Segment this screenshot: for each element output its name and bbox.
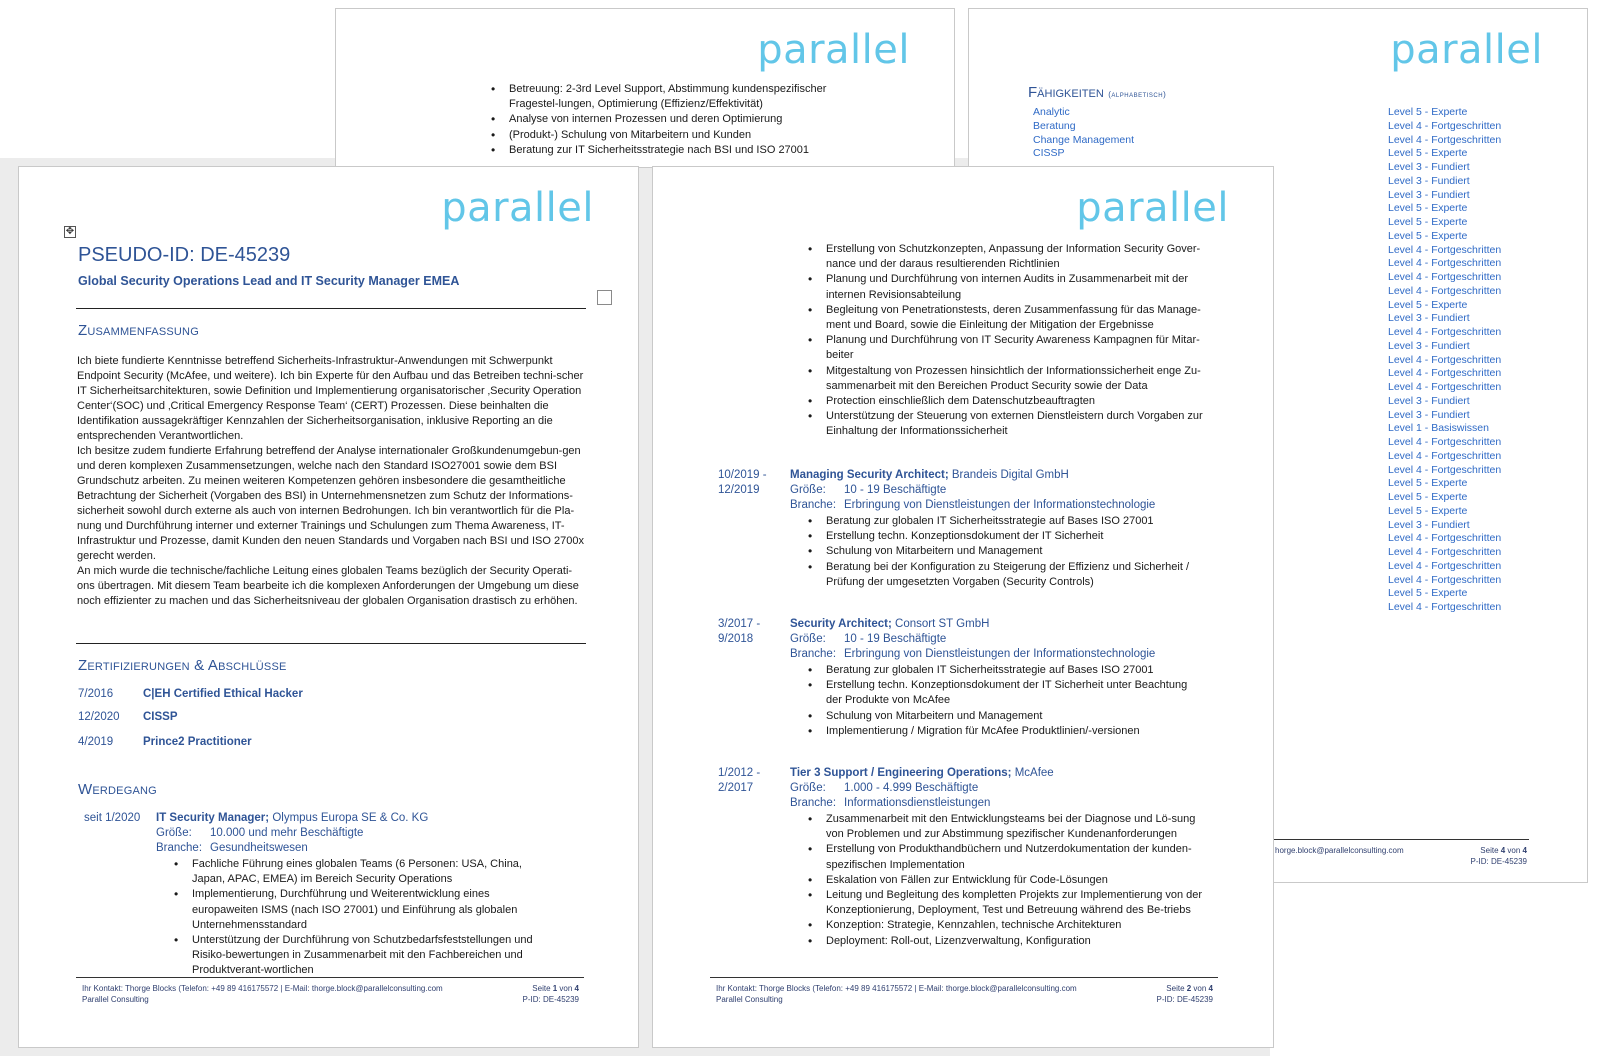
divider: [76, 643, 586, 644]
skill-level: Level 3 - Fundiert: [1388, 312, 1470, 325]
list-item: • Eskalation von Fällen zur Entwicklung für Code-Lösungen: [806, 873, 1206, 888]
skill-level: Level 4 - Fortgeschritten: [1388, 133, 1502, 146]
skill-level: Level 5 - Experte: [1388, 229, 1468, 242]
job-company: Olympus Europa SE & Co. KG: [269, 812, 429, 824]
pseudo-id-heading: PSEUDO-ID: DE-45239: [78, 244, 291, 266]
list-item: • Erstellung von Schutzkonzepten, Anpassung der Information Security Gover-nance und der daraus resultierenden Richtlinien: [806, 242, 1206, 272]
parallel-logo: parallel: [757, 27, 910, 73]
career-heading: Werdegang: [78, 781, 157, 798]
parallel-logo: parallel: [441, 185, 594, 231]
footer-page-info: Seite 1 von 4 P-ID: DE-45239: [507, 983, 579, 1005]
skill-level: Level 3 - Fundiert: [1388, 518, 1470, 531]
skill-level: Level 4 - Fortgeschritten: [1388, 271, 1502, 283]
cert-date: 7/2016: [78, 688, 114, 700]
skill-level: Level 4 - Fortgeschritten: [1388, 284, 1502, 297]
cert-row: [78, 711, 178, 723]
job-header: Security Architect; Consort ST GmbH Größe: 10 - 19 Beschäftigte Branche: Erbringung von Dienstleistungen der Informationstechnologie: [790, 618, 1156, 660]
list-item: • Schulung von Mitarbeitern und Management: [806, 709, 1206, 724]
list-item: • Betreuung: 2-3rd Level Support, Abstimmung kundenspezifischer Fragestel-lungen, Optimierung (Effizienz/Effektivität): [489, 82, 874, 112]
table-move-handle-icon[interactable]: ✥: [65, 226, 75, 237]
page3-bullet-list: [489, 82, 874, 158]
footer-rule: [76, 977, 584, 978]
list-item: • Beratung zur IT Sicherheitsstrategie nach BSI und ISO 27001: [489, 143, 874, 158]
list-item: • Protection einschließlich dem Datenschutzbeauftragten: [806, 394, 1206, 409]
list-item: • Fachliche Führung eines globalen Teams (6 Personen: USA, China, Japan, APAC, EMEA) im Bereich Security Operations: [172, 857, 557, 887]
skill-level: Level 5 - Experte: [1388, 587, 1468, 600]
job-role: Security Architect;: [790, 618, 892, 630]
skill-level: Level 4 - Fortgeschritten: [1388, 546, 1502, 558]
skill-level: Level 4 - Fortgeschritten: [1388, 463, 1502, 476]
cert-name: Prince2 Practitioner: [143, 736, 252, 748]
document-page-3[interactable]: [335, 8, 955, 168]
skill-level-list: [1388, 106, 1501, 615]
skills-heading: [1028, 84, 1166, 102]
skill-level: Level 4 - Fortgeschritten: [1388, 532, 1502, 545]
job-bullet-list: [806, 514, 1206, 590]
job-company: Consort ST GmbH: [891, 618, 990, 630]
list-item: • Implementierung, Durchführung und Weiterentwicklung eines europaweiten ISMS (nach ISO 27001) und Einführung als globalen Unternehmensstandard: [172, 887, 557, 933]
job-branch: Erbringung von Dienstleistungen der Informationstechnologie: [844, 499, 1156, 511]
summary-text: [77, 354, 587, 609]
list-item: • Analyse von internen Prozessen und deren Optimierung: [489, 112, 874, 127]
job-size: 10 - 19 Beschäftigte: [844, 484, 947, 496]
job-bullet-list: [806, 663, 1206, 739]
summary-heading: Zusammenfassung: [78, 322, 199, 339]
job-period: 10/2019 - 12/2019: [718, 469, 767, 496]
top-bullet-list: [806, 242, 1206, 440]
job-size: 10.000 und mehr Beschäftigte: [210, 827, 364, 839]
job-period: seit 1/2020: [84, 812, 141, 824]
skill-level: Level 4 - Fortgeschritten: [1388, 573, 1502, 586]
footer-contact: Ihr Kontakt: Thorge Blocks (Telefon: +49 89 416175572 | E-Mail: thorge.block@parallelconsulting.com Parallel Consulting: [82, 984, 443, 1004]
footer-page-info: Seite 2 von 4 P-ID: DE-45239: [1141, 983, 1213, 1005]
job-size: 1.000 - 4.999 Beschäftigte: [844, 782, 979, 794]
job-role: Tier 3 Support / Engineering Operations;: [790, 767, 1012, 779]
footer-rule: [710, 977, 1218, 978]
skill-level: Level 3 - Fundiert: [1388, 339, 1470, 352]
skill-level: Level 3 - Fundiert: [1388, 161, 1470, 173]
job-branch: Gesundheitswesen: [210, 842, 308, 854]
job-period: 1/2012 - 2/2017: [718, 767, 761, 794]
skill-level: Level 3 - Fundiert: [1388, 408, 1470, 421]
skill-level: Level 5 - Experte: [1388, 491, 1468, 503]
skill-level: Level 4 - Fortgeschritten: [1388, 449, 1502, 462]
list-item: • Unterstützung der Steuerung von externen Dienstleistern durch Vorgaben zur Einhaltung der Informationssicherheit: [806, 409, 1206, 439]
cert-date: 12/2020: [78, 711, 120, 723]
job-role: Managing Security Architect;: [790, 469, 949, 481]
skill-level: Level 5 - Experte: [1388, 216, 1468, 228]
job-role: IT Security Manager;: [156, 812, 270, 824]
skill-level: Level 5 - Experte: [1388, 202, 1468, 215]
skill-item: Change Management: [1033, 133, 1134, 146]
job-bullet-list: [806, 812, 1206, 949]
skill-item: Analytic: [1033, 106, 1070, 118]
skill-level: Level 5 - Experte: [1388, 298, 1468, 311]
skill-level: Level 4 - Fortgeschritten: [1388, 119, 1502, 132]
skill-item: Beratung: [1033, 119, 1076, 132]
divider: [76, 308, 586, 309]
skill-level: Level 5 - Experte: [1388, 106, 1468, 118]
document-page-2[interactable]: [652, 166, 1274, 1048]
list-item: • (Produkt-) Schulung von Mitarbeitern und Kunden: [489, 128, 874, 143]
job-header: Tier 3 Support / Engineering Operations; McAfee Größe: 1.000 - 4.999 Beschäftigte Branche: Informationsdienstleistungen: [790, 767, 1054, 809]
footer-pid: P-ID: DE-45239: [522, 995, 579, 1004]
list-item: • Planung und Durchführung von internen Audits in Zusammenarbeit mit der internen Revisionsabteilung: [806, 272, 1206, 302]
skill-level: Level 4 - Fortgeschritten: [1388, 436, 1502, 448]
list-item: • Implementierung / Migration für McAfee Produktlinien/-versionen: [806, 724, 1206, 739]
job-branch: Erbringung von Dienstleistungen der Informationstechnologie: [844, 648, 1156, 660]
parallel-logo: parallel: [1390, 27, 1543, 73]
footer-company: Parallel Consulting: [716, 995, 783, 1004]
list-item: • Leitung und Begleitung des kompletten Projekts zur Implementierung von der Konzeptionierung, Deployment, Test und Betreuung während des Be-triebs: [806, 888, 1206, 918]
job-bullet-list: [172, 857, 557, 979]
list-item: • Konzeption: Strategie, Kennzahlen, technische Architekturen: [806, 918, 1206, 933]
skill-level: Level 1 - Basiswissen: [1388, 422, 1489, 435]
footer-pid: P-ID: DE-45239: [1470, 857, 1527, 866]
job-branch: Informationsdienstleistungen: [844, 797, 991, 809]
cert-row: [78, 736, 252, 748]
skill-level: Level 4 - Fortgeschritten: [1388, 559, 1502, 572]
table-resize-handle-icon[interactable]: [597, 290, 612, 305]
skill-level: Level 4 - Fortgeschritten: [1388, 353, 1502, 366]
skill-level: Level 4 - Fortgeschritten: [1388, 601, 1502, 613]
list-item: • Beratung zur globalen IT Sicherheitsstrategie auf Bases ISO 27001: [806, 663, 1206, 678]
skill-level: Level 4 - Fortgeschritten: [1388, 243, 1502, 256]
skill-level: Level 3 - Fundiert: [1388, 174, 1470, 187]
parallel-logo: parallel: [1076, 185, 1229, 231]
job-company: McAfee: [1011, 767, 1054, 779]
footer-company: Parallel Consulting: [82, 995, 149, 1004]
summary-paragraph: Ich besitze zudem fundierte Erfahrung betreffend der Analyse internationaler Großkundenumgebun-gen und deren komplexen Zusammensetzungen, welche nach den Standard ISO27001 sowie dem BSI Grundschutz arbeiten. Zu meinen weiteren Kompetenzen gehören insbesondere die gesamtheitliche Betrachtung der Sicherheit (Vorgaben des BSI) in Unternehmensnetzen zum Schutz der Informations-sicherheit sowohl durch externe als auch von internen Bedrohungen. Ich bin verantwortlich für die Pla-nung und Durchführung interner und externer Trainings und Schulungen zum Thema Awareness, IT-Infrastruktur und Prozesse, damit Kunden den neuen Standards und Vorgaben nach BSI und ISO 2700x gerecht werden.: [77, 445, 584, 562]
cert-date: 4/2019: [78, 736, 114, 748]
list-item: • Zusammenarbeit mit den Entwicklungsteams bei der Diagnose und Lö-sung von Problemen und zur Abstimmung spezifischer Kundenanforderungen: [806, 812, 1206, 842]
skills-heading-sub: (alphabetisch): [1108, 90, 1167, 99]
list-item: • Mitgestaltung von Prozessen hinsichtlich der Informationssicherheit enge Zu-sammenarbeit mit den Bereichen Product Security sowie der Data: [806, 364, 1206, 394]
skill-level: Level 3 - Fundiert: [1388, 394, 1470, 407]
footer-pid: P-ID: DE-45239: [1156, 995, 1213, 1004]
skill-level: Level 5 - Experte: [1388, 477, 1468, 490]
list-item: • Begleitung von Penetrationstests, deren Zusammenfassung für das Manage-ment und Board, sowie die Einleitung der Mitigation der Ergebnisse: [806, 303, 1206, 333]
cert-row: [78, 688, 303, 700]
footer-contact: horge.block@parallelconsulting.com: [1275, 846, 1404, 855]
certifications-heading: Zertifizierungen & Abschlüsse: [78, 657, 287, 674]
skills-heading-main: Fähigkeiten: [1028, 84, 1104, 101]
skill-level: Level 4 - Fortgeschritten: [1388, 381, 1502, 393]
skill-level: Level 5 - Experte: [1388, 504, 1468, 517]
skill-level: Level 4 - Fortgeschritten: [1388, 257, 1502, 270]
job-period: 3/2017 - 9/2018: [718, 618, 761, 645]
skill-level: Level 5 - Experte: [1388, 147, 1468, 160]
list-item: • Erstellung techn. Konzeptionsdokument der IT Sicherheit unter Beachtung der Produkte von McAfee: [806, 678, 1206, 708]
list-item: • Unterstützung der Durchführung von Schutzbedarfsfeststellungen und Risiko-bewertungen in Zusammenarbeit mit den Fachbereichen und Produktverant-wortlichen: [172, 933, 557, 979]
cert-name: CISSP: [143, 711, 178, 723]
skill-level: Level 4 - Fortgeschritten: [1388, 326, 1502, 338]
job-company: Brandeis Digital GmbH: [948, 469, 1069, 481]
summary-paragraph: An mich wurde die technische/fachliche Leitung eines globalen Teams bezüglich der Security Operati-ons übertragen. Mit diesem Team bearbeite ich die komplexen Anforderungen der Umgebung um diese noch effizienter zu machen und das Sicherheitsniveau der globalen Organisation drastisch zu erhöhen.: [77, 565, 579, 607]
job-title-subheading: Global Security Operations Lead and IT Security Manager EMEA: [78, 274, 460, 288]
skill-item: CISSP: [1033, 147, 1065, 160]
job-header: Managing Security Architect; Brandeis Digital GmbH Größe: 10 - 19 Beschäftigte Branche: Erbringung von Dienstleistungen der Informationstechnologie: [790, 469, 1156, 511]
footer-page-info: Seite 4 von 4 P-ID: DE-45239: [1457, 845, 1527, 867]
summary-paragraph: Ich biete fundierte Kenntnisse betreffend Sicherheits-Infrastruktur-Anwendungen mit Schwerpunkt Endpoint Security (McAfee, und weitere). Ich bin Experte für den Aufbau und das Betreiben techni-scher IT Sicherheitsarchitekturen, sowie Definition und Implementierung organisatorischer ‚Security Operation Center‘(SOC) und ‚Critical Emergency Response Team‘ (CERT) Prozessen. Diese beinhalten die Identifikation aussagekräftiger Kennzahlen der Sicherheitsorganisation, inklusive Reporting an die entsprechenden Verantwortlichen.: [77, 355, 584, 442]
list-item: • Beratung zur globalen IT Sicherheitsstrategie auf Bases ISO 27001: [806, 514, 1206, 529]
skill-list: [1033, 106, 1134, 161]
skill-level: Level 4 - Fortgeschritten: [1388, 367, 1502, 380]
cert-name: C|EH Certified Ethical Hacker: [143, 688, 303, 700]
list-item: • Erstellung von Produkthandbüchern und Nutzerdokumentation der kunden-spezifischen Implementation: [806, 842, 1206, 872]
list-item: • Erstellung techn. Konzeptionsdokument der IT Sicherheit: [806, 529, 1206, 544]
job-header: IT Security Manager; Olympus Europa SE & Co. KG Größe: 10.000 und mehr Beschäftigte Branche: Gesundheitswesen: [156, 812, 429, 854]
list-item: • Schulung von Mitarbeitern und Management: [806, 544, 1206, 559]
document-page-1[interactable]: [18, 166, 639, 1048]
list-item: • Planung und Durchführung von IT Security Awareness Kampagnen für Mitar-beiter: [806, 333, 1206, 363]
skill-level: Level 3 - Fundiert: [1388, 188, 1470, 201]
footer-contact: Ihr Kontakt: Thorge Blocks (Telefon: +49 89 416175572 | E-Mail: thorge.block@parallelconsulting.com Parallel Consulting: [716, 984, 1077, 1004]
list-item: • Deployment: Roll-out, Lizenzverwaltung, Konfiguration: [806, 934, 1206, 949]
list-item: • Beratung bei der Konfiguration zu Steigerung der Effizienz und Sicherheit / Prüfung der umgesetzten Vorgaben (Security Controls): [806, 560, 1206, 590]
job-size: 10 - 19 Beschäftigte: [844, 633, 947, 645]
